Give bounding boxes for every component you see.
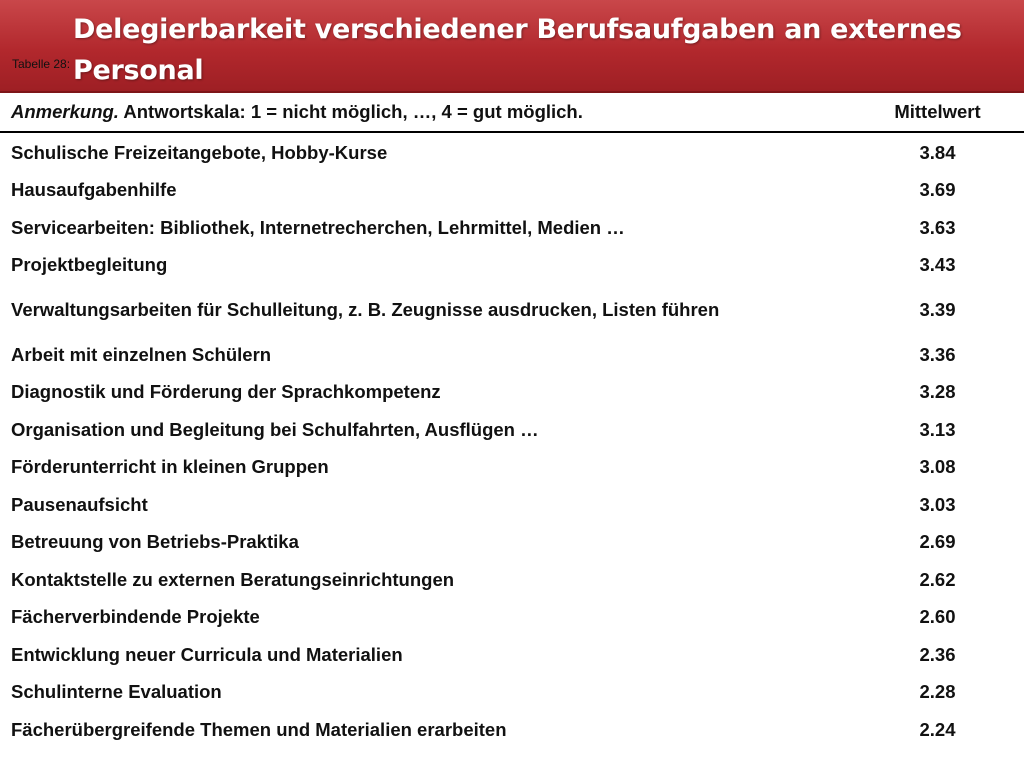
table-row xyxy=(0,134,1024,172)
table-row xyxy=(0,486,1024,524)
task-cell: Servicearbeiten: Bibliothek, Internetrecherchen, Lehrmittel, Medien … xyxy=(11,216,625,238)
mean-cell: 2.69 xyxy=(919,531,956,553)
table-row xyxy=(0,336,1024,374)
table-row xyxy=(0,561,1024,599)
task-cell: Pausenaufsicht xyxy=(11,493,148,515)
table-note xyxy=(0,101,865,123)
table-label: Tabelle 28: xyxy=(12,57,71,71)
table-row xyxy=(0,636,1024,674)
mean-cell: 3.69 xyxy=(919,179,956,201)
table-row xyxy=(0,711,1024,749)
task-cell: Betreuung von Betriebs-Praktika xyxy=(11,531,299,553)
mean-cell: 3.08 xyxy=(919,456,956,478)
task-cell: Entwicklung neuer Curricula und Materialien xyxy=(11,643,403,665)
mean-cell: 3.39 xyxy=(919,299,956,320)
mean-cell: 3.03 xyxy=(919,493,956,515)
mean-cell: 2.60 xyxy=(919,606,956,628)
table-row xyxy=(0,374,1024,412)
table-row xyxy=(0,284,1024,336)
mean-cell: 2.36 xyxy=(919,643,956,665)
table-row xyxy=(0,247,1024,285)
mean-cell: 3.36 xyxy=(919,343,956,365)
mean-cell: 3.43 xyxy=(919,254,956,276)
table-row xyxy=(0,411,1024,449)
table-row xyxy=(0,674,1024,712)
mean-cell: 2.62 xyxy=(919,568,956,590)
mean-cell: 3.84 xyxy=(919,141,956,163)
mean-cell: 3.63 xyxy=(919,216,956,238)
task-cell: Arbeit mit einzelnen Schülern xyxy=(11,343,272,365)
task-cell: Schulische Freizeitangebote, Hobby-Kurse xyxy=(11,141,388,163)
task-cell: Hausaufgabenhilfe xyxy=(11,179,177,201)
mean-cell: 3.28 xyxy=(919,381,956,403)
table-row xyxy=(0,172,1024,210)
table-row xyxy=(0,209,1024,247)
slide-title: Delegierbarkeit verschiedener Berufsaufgaben an externes Personal xyxy=(73,14,962,86)
table-header-row xyxy=(0,93,1024,133)
table-row xyxy=(0,449,1024,487)
task-cell: Fächerübergreifende Themen und Materialien erarbeiten xyxy=(11,718,507,740)
task-cell: Fächerverbindende Projekte xyxy=(11,606,260,628)
task-cell: Schulinterne Evaluation xyxy=(11,681,222,703)
task-cell: Förderunterricht in kleinen Gruppen xyxy=(11,456,329,478)
table-row xyxy=(0,524,1024,562)
mean-cell: 2.28 xyxy=(919,681,956,703)
task-cell: Organisation und Begleitung bei Schulfahrten, Ausflügen … xyxy=(11,418,539,440)
slide-title-bar xyxy=(0,0,1024,93)
table-row xyxy=(0,599,1024,637)
note-text: Antwortskala: 1 = nicht möglich, …, 4 = gut möglich. xyxy=(118,101,583,122)
column-header-mean: Mittelwert xyxy=(894,101,981,122)
task-cell: Kontaktstelle zu externen Beratungseinrichtungen xyxy=(11,568,455,590)
mean-cell: 3.13 xyxy=(919,418,956,440)
task-cell: Projektbegleitung xyxy=(11,254,168,276)
note-label: Anmerkung. xyxy=(11,101,119,122)
mean-cell: 2.24 xyxy=(919,718,956,740)
task-cell: Verwaltungsarbeiten für Schulleitung, z. B. Zeugnisse ausdrucken, Listen führen xyxy=(11,299,720,320)
results-table xyxy=(0,93,1024,749)
task-cell: Diagnostik und Förderung der Sprachkompetenz xyxy=(11,381,441,403)
